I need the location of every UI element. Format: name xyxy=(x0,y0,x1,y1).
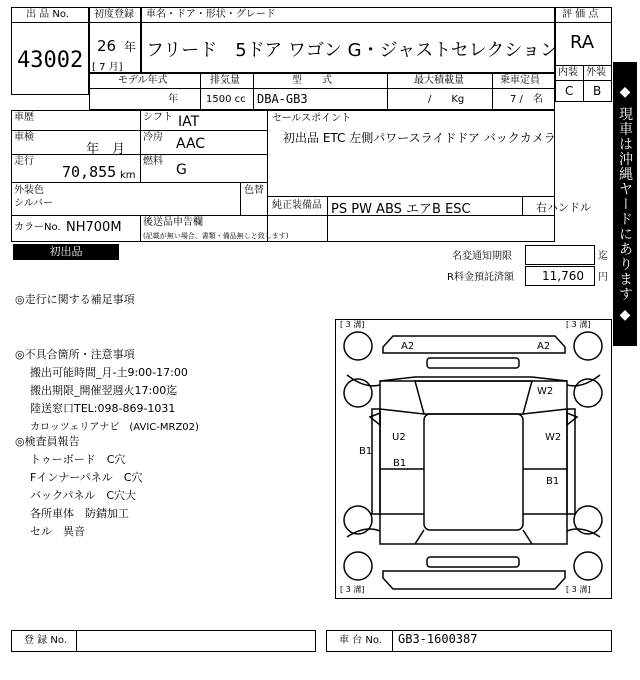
docs-label: 後送品申告欄 xyxy=(143,217,203,228)
vehicle-name: フリード 5ドア ワゴン G・ジャストセレクション xyxy=(146,40,558,61)
reg-year-unit: 年 xyxy=(124,40,137,54)
displacement-label: 排気量 xyxy=(210,75,240,86)
fuel-value: G xyxy=(176,162,187,178)
damage-mark: U2 xyxy=(392,432,406,443)
capacity-label: 乗車定員 xyxy=(500,75,540,86)
damage-mark: A2 xyxy=(537,341,551,352)
recycle-fee-label: R料金預託済額 xyxy=(447,272,514,283)
note-line: 搬出可能時間_月-土9:00-17:00 xyxy=(30,366,188,379)
lot-number: 43002 xyxy=(17,48,84,73)
ac-value: AAC xyxy=(176,136,206,152)
name-change-deadline-label: 名変通知期限 xyxy=(452,251,512,262)
car-diagram xyxy=(335,319,612,599)
tire-tread-rear-left: [ 3 溝] xyxy=(340,585,365,594)
sales-point: 初出品 ETC 左側パワースライドドア バックカメラ xyxy=(283,131,556,145)
mileage-label: 走行 xyxy=(14,156,34,167)
equipment-value: PS PW ABS エアB ESC xyxy=(331,202,471,217)
note-line: 陸送窓口TEL:098-869-1031 xyxy=(30,402,176,415)
damage-mark: B1 xyxy=(393,458,407,469)
color-no-label: カラーNo. xyxy=(14,222,61,233)
recycle-fee-unit: 円 xyxy=(598,272,608,283)
chassis-no-value: GB3-1600387 xyxy=(398,632,478,646)
history-label: 車歴 xyxy=(14,112,34,123)
damage-mark: W2 xyxy=(545,432,562,443)
capacity: 7 / 名 xyxy=(510,94,543,105)
inspector-report-title: ◎検査員報告 xyxy=(15,435,80,448)
inspection-value: 年 月 xyxy=(86,142,126,157)
recycle-fee-value: 11,760 xyxy=(542,269,584,283)
location-side-text: ◆ 現車は沖縄ヤードにあります ◆ xyxy=(617,84,633,324)
report-line: Fインナーパネル C穴 xyxy=(30,471,143,484)
location-side-banner xyxy=(613,62,637,346)
shift-value: IAT xyxy=(178,114,200,130)
note-line: カロッツェリアナビ (AVIC-MRZ02) xyxy=(30,422,199,433)
name-change-deadline-box xyxy=(525,245,595,265)
reg-year: 26 xyxy=(97,37,117,55)
vehicle-name-label: 車名・ドア・形状・グレード xyxy=(146,9,276,20)
lot-label: 出 品 No. xyxy=(26,9,69,20)
inspection-label: 車検 xyxy=(14,132,34,143)
exterior-grade: B xyxy=(593,84,602,98)
report-line: セル 異音 xyxy=(30,525,85,538)
docs-note: (記載が無い場合、書類・備品無しと致します) xyxy=(143,232,289,240)
registration-no-label: 登 録 No. xyxy=(24,635,67,646)
damage-mark: B1 xyxy=(546,476,560,487)
steering-value: 右ハンドル xyxy=(536,201,591,214)
report-line: トゥーボード C穴 xyxy=(30,453,126,466)
max-load: / Kg xyxy=(428,94,465,105)
damage-mark: W2 xyxy=(537,386,554,397)
tire-tread-front-right: [ 3 溝] xyxy=(566,320,591,329)
grade-label: 評 価 点 xyxy=(562,9,599,20)
color-no-value: NH700M xyxy=(66,220,122,235)
model-label: 型 式 xyxy=(292,75,332,86)
model-code: DBA-GB3 xyxy=(257,92,308,106)
color-value: シルバー xyxy=(14,198,54,209)
repaint-label: 色替 xyxy=(244,185,264,196)
tire-tread-rear-right: [ 3 溝] xyxy=(566,585,591,594)
interior-label: 内装 xyxy=(558,67,578,78)
shift-label: シフト xyxy=(143,112,173,123)
damage-mark: B1 xyxy=(359,446,373,457)
report-line: 各所車体 防錆加工 xyxy=(30,507,129,520)
equipment-label: 純正装備品 xyxy=(272,200,322,211)
sales-point-label: セールスポイント xyxy=(272,113,352,124)
mileage: 70,855 xyxy=(62,163,117,181)
driving-notes-title: ◎走行に関する補足事項 xyxy=(15,293,135,306)
color-label: 外装色 xyxy=(14,185,44,196)
displacement: 1500 cc xyxy=(206,94,246,105)
note-line: 搬出期限_開催翌週火17:00迄 xyxy=(30,384,178,397)
mileage-unit: km xyxy=(120,170,136,181)
name-change-deadline-unit: 迄 xyxy=(598,251,608,262)
overall-grade: RA xyxy=(570,32,595,53)
reg-month: [ 7 月] xyxy=(92,62,123,73)
chassis-no-label: 車 台 No. xyxy=(339,635,382,646)
fuel-label: 燃料 xyxy=(143,156,163,167)
model-year-label: モデル年式 xyxy=(118,75,168,86)
max-load-label: 最大積載量 xyxy=(414,75,464,86)
exterior-label: 外装 xyxy=(586,67,606,78)
model-year-unit: 年 xyxy=(168,94,178,105)
damage-mark: A2 xyxy=(401,341,415,352)
report-line: バックパネル C穴大 xyxy=(30,489,137,502)
tire-tread-front-left: [ 3 溝] xyxy=(340,320,365,329)
ac-label: 冷房 xyxy=(143,132,163,143)
defects-title: ◎不具合箇所・注意事項 xyxy=(15,348,135,361)
interior-grade: C xyxy=(565,84,574,98)
first-listing-badge: 初出品 xyxy=(13,244,119,260)
first-registration-label: 初度登録 xyxy=(94,9,134,20)
